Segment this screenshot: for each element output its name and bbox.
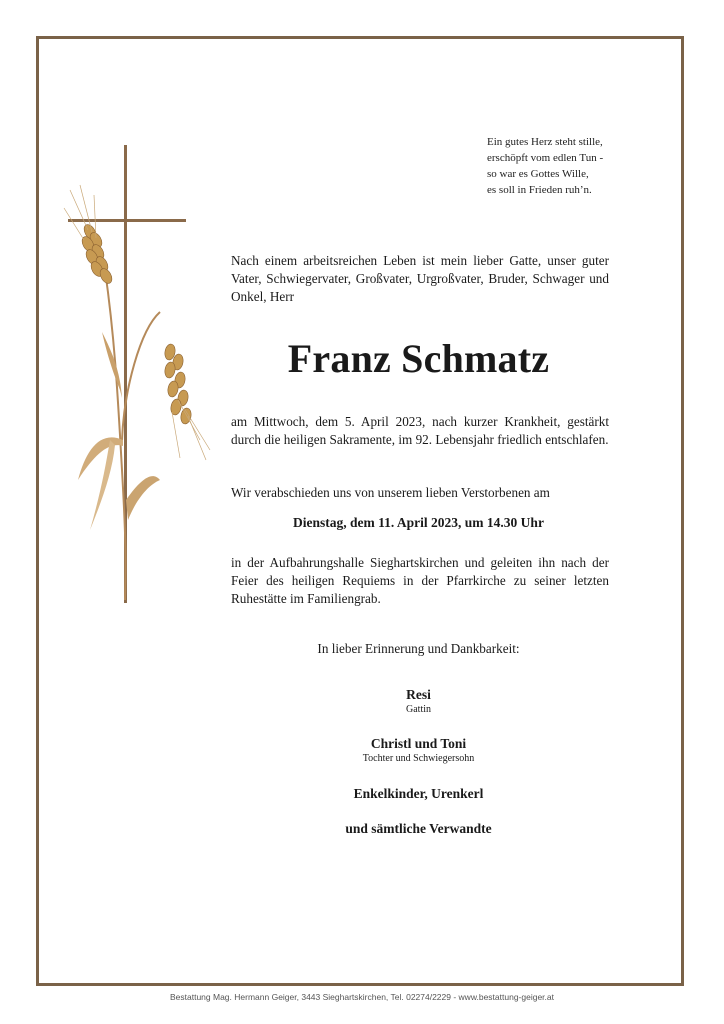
deceased-name: Franz Schmatz bbox=[287, 336, 550, 381]
death-text: am Mittwoch, dem 5. April 2023, nach kurzer Krankheit, gestärkt durch die heiligen Sakramente, im 92. Lebensjahr friedlich entschlafen. bbox=[231, 414, 609, 447]
mourner-name: Resi bbox=[406, 687, 431, 702]
ceremony-date: Dienstag, dem 11. April 2023, um 14.30 Uhr bbox=[293, 515, 544, 530]
mourner-name: und sämtliche Verwandte bbox=[345, 821, 492, 836]
intro-text: Nach einem arbeitsreichen Leben ist mein lieber Gatte, unser guter Vater, Schwiegervater, Großvater, Urgroßvater, Bruder, Schwager und Onkel, Herr bbox=[231, 253, 609, 304]
closing-text: In lieber Erinnerung und Dankbarkeit: bbox=[317, 641, 520, 656]
location-text: in der Aufbahrungshalle Sieghartskirchen und geleiten ihn nach der Feier des heiligen Requiems in der Pfarrkirche zu seiner letzten Ruhestätte im Familiengrab. bbox=[231, 555, 609, 606]
poem-line: es soll in Frieden ruh’n. bbox=[487, 184, 592, 196]
poem bbox=[487, 134, 667, 198]
farewell-text: Wir verabschieden uns von unserem lieben Verstorbenen am bbox=[231, 485, 550, 500]
mourner-entry bbox=[231, 735, 606, 765]
mourner-entry bbox=[231, 820, 606, 837]
footer: Bestattung Mag. Hermann Geiger, 3443 Sieghartskirchen, Tel. 02274/2229 - www.bestattung-geiger.at bbox=[170, 992, 554, 1002]
mourner-entry bbox=[231, 686, 606, 716]
mourner-role: Gattin bbox=[406, 704, 431, 715]
poem-line: so war es Gottes Wille, bbox=[487, 168, 589, 180]
poem-line: erschöpft vom edlen Tun - bbox=[487, 152, 604, 164]
mourner-role: Tochter und Schwiegersohn bbox=[362, 753, 475, 764]
mourner-name: Enkelkinder, Urenkerl bbox=[353, 786, 484, 801]
mourner-name: Christl und Toni bbox=[370, 736, 467, 751]
cross-with-wheat-icon bbox=[60, 140, 220, 610]
mourner-entry bbox=[231, 785, 606, 802]
poem-line: Ein gutes Herz steht stille, bbox=[487, 136, 603, 148]
